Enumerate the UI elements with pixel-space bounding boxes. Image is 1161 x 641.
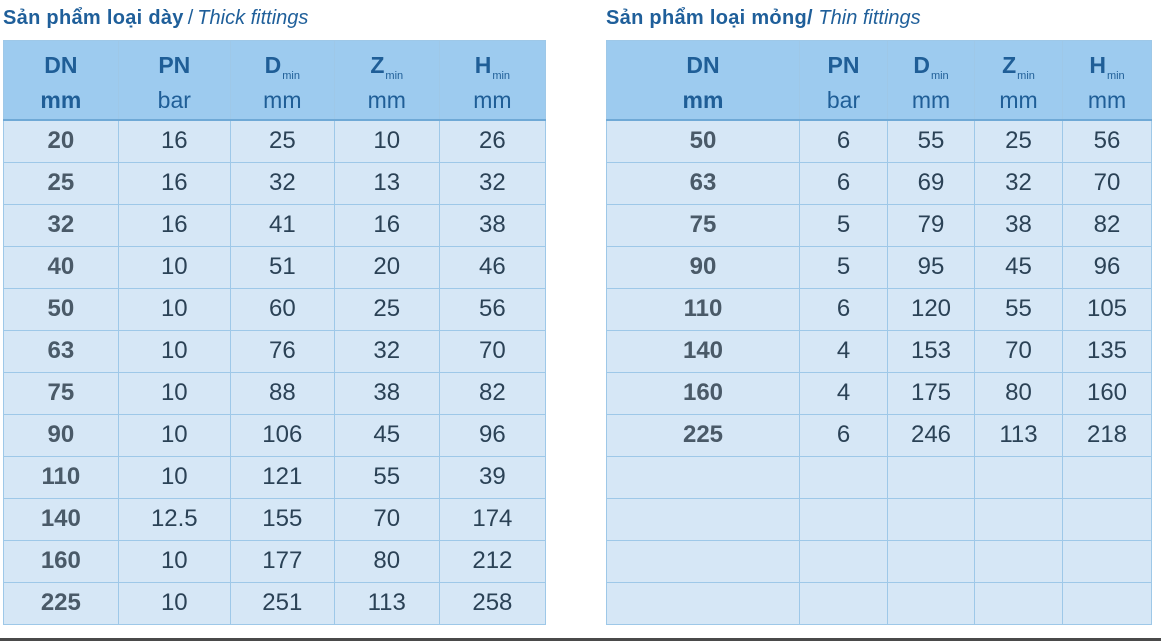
cell-pn: 10: [118, 330, 230, 372]
cell-z-min: 55: [334, 456, 439, 498]
cell-pn: 6: [800, 414, 888, 456]
cell-pn: 10: [118, 456, 230, 498]
cell-z-min: 13: [334, 162, 439, 204]
unit-dn: mm: [607, 82, 800, 120]
table-row: [4, 498, 546, 540]
header-h-min: $H_{min}$: [439, 41, 545, 82]
cell-pn: [800, 498, 888, 540]
cell-pn: 4: [800, 372, 888, 414]
header-d-min: $D_{min}$: [888, 41, 975, 82]
cell-dn: 90: [4, 414, 119, 456]
cell-dn: 75: [4, 372, 119, 414]
header-h-min: $H_{min}$: [1063, 41, 1152, 82]
cell-h-min: 70: [1063, 162, 1152, 204]
cell-pn: 10: [118, 414, 230, 456]
cell-d-min: 55: [888, 120, 975, 163]
cell-z-min: [975, 582, 1063, 624]
cell-z-min: [975, 456, 1063, 498]
cell-dn: 20: [4, 120, 119, 163]
cell-h-min: 135: [1063, 330, 1152, 372]
cell-h-min: 105: [1063, 288, 1152, 330]
header-pn: PN: [800, 41, 888, 82]
cell-pn: 10: [118, 288, 230, 330]
header-dn: DN: [4, 41, 119, 82]
header-dn: DN: [607, 41, 800, 82]
cell-d-min: 88: [230, 372, 334, 414]
cell-pn: 10: [118, 246, 230, 288]
cell-d-min: [888, 456, 975, 498]
unit-pn: bar: [800, 82, 888, 120]
cell-d-min: 60: [230, 288, 334, 330]
title-vietnamese: Sản phẩm loại dày: [3, 7, 184, 29]
thin-fittings-table: [606, 40, 1152, 625]
title-english: Thin fittings: [818, 7, 921, 29]
thin-fittings-rows: [607, 120, 1152, 625]
cell-dn: 90: [607, 246, 800, 288]
cell-d-min: 153: [888, 330, 975, 372]
cell-d-min: 177: [230, 540, 334, 582]
cell-z-min: 16: [334, 204, 439, 246]
cell-dn: 140: [4, 498, 119, 540]
cell-dn: 160: [4, 540, 119, 582]
cell-h-min: 212: [439, 540, 545, 582]
cell-d-min: 95: [888, 246, 975, 288]
table-row: [4, 162, 546, 204]
thin-fittings-panel: [606, 0, 1152, 625]
thick-fittings-title: [3, 0, 546, 40]
cell-z-min: 113: [975, 414, 1063, 456]
thin-fittings-title: [606, 0, 1152, 40]
cell-z-min: 25: [334, 288, 439, 330]
header-pn: PN: [118, 41, 230, 82]
cell-dn: 50: [607, 120, 800, 163]
unit-h: mm: [439, 82, 545, 120]
header-z-min: $Z_{min}$: [975, 41, 1063, 82]
cell-d-min: [888, 498, 975, 540]
unit-d: mm: [230, 82, 334, 120]
cell-d-min: 246: [888, 414, 975, 456]
cell-z-min: 32: [334, 330, 439, 372]
cell-pn: 5: [800, 204, 888, 246]
cell-h-min: 38: [439, 204, 545, 246]
table-row: [4, 540, 546, 582]
table-row: [607, 498, 1152, 540]
header-row: [4, 41, 546, 82]
table-row: [4, 204, 546, 246]
cell-pn: 10: [118, 540, 230, 582]
cell-h-min: 46: [439, 246, 545, 288]
cell-h-min: [1063, 456, 1152, 498]
table-row: [607, 414, 1152, 456]
cell-d-min: 41: [230, 204, 334, 246]
cell-z-min: 70: [975, 330, 1063, 372]
table-row: [4, 414, 546, 456]
cell-z-min: [975, 540, 1063, 582]
cell-dn: 225: [607, 414, 800, 456]
cell-dn: 25: [4, 162, 119, 204]
cell-z-min: 55: [975, 288, 1063, 330]
table-row: [4, 288, 546, 330]
cell-d-min: 32: [230, 162, 334, 204]
table-row: [607, 246, 1152, 288]
cell-dn: 110: [4, 456, 119, 498]
cell-dn: [607, 582, 800, 624]
cell-z-min: 80: [334, 540, 439, 582]
cell-pn: 16: [118, 162, 230, 204]
cell-pn: 6: [800, 120, 888, 163]
cell-dn: 75: [607, 204, 800, 246]
cell-h-min: 218: [1063, 414, 1152, 456]
cell-h-min: 174: [439, 498, 545, 540]
cell-pn: [800, 456, 888, 498]
cell-h-min: 70: [439, 330, 545, 372]
cell-d-min: 79: [888, 204, 975, 246]
cell-dn: 63: [4, 330, 119, 372]
cell-h-min: [1063, 582, 1152, 624]
cell-d-min: [888, 540, 975, 582]
title-separator: /: [187, 7, 194, 29]
table-row: [4, 372, 546, 414]
table-row: [4, 582, 546, 624]
cell-pn: [800, 582, 888, 624]
table-row: [4, 246, 546, 288]
cell-z-min: [975, 498, 1063, 540]
unit-row: [4, 82, 546, 120]
unit-h: mm: [1063, 82, 1152, 120]
table-row: [4, 120, 546, 163]
table-row: [607, 456, 1152, 498]
cell-d-min: 69: [888, 162, 975, 204]
cell-d-min: 76: [230, 330, 334, 372]
table-row: [607, 582, 1152, 624]
cell-d-min: [888, 582, 975, 624]
table-row: [4, 456, 546, 498]
unit-pn: bar: [118, 82, 230, 120]
cell-h-min: 258: [439, 582, 545, 624]
cell-pn: 4: [800, 330, 888, 372]
cell-d-min: 155: [230, 498, 334, 540]
cell-z-min: 70: [334, 498, 439, 540]
cell-dn: 40: [4, 246, 119, 288]
unit-z: mm: [975, 82, 1063, 120]
table-row: [607, 288, 1152, 330]
cell-h-min: 160: [1063, 372, 1152, 414]
header-row: [607, 41, 1152, 82]
cell-d-min: 175: [888, 372, 975, 414]
cell-pn: 12.5: [118, 498, 230, 540]
cell-dn: [607, 498, 800, 540]
cell-pn: 6: [800, 288, 888, 330]
cell-dn: 160: [607, 372, 800, 414]
cell-d-min: 251: [230, 582, 334, 624]
cell-d-min: 120: [888, 288, 975, 330]
cell-h-min: [1063, 540, 1152, 582]
cell-z-min: 80: [975, 372, 1063, 414]
cell-dn: 110: [607, 288, 800, 330]
cell-pn: [800, 540, 888, 582]
table-row: [4, 330, 546, 372]
cell-h-min: 32: [439, 162, 545, 204]
cell-pn: 16: [118, 120, 230, 163]
cell-d-min: 106: [230, 414, 334, 456]
unit-z: mm: [334, 82, 439, 120]
thick-fittings-table: [3, 40, 546, 625]
cell-z-min: 25: [975, 120, 1063, 163]
table-row: [607, 162, 1152, 204]
cell-z-min: 10: [334, 120, 439, 163]
cell-h-min: 56: [439, 288, 545, 330]
cell-dn: [607, 540, 800, 582]
cell-dn: 50: [4, 288, 119, 330]
cell-d-min: 121: [230, 456, 334, 498]
cell-h-min: 96: [439, 414, 545, 456]
unit-row: [607, 82, 1152, 120]
title-english: Thick fittings: [197, 7, 309, 29]
cell-h-min: 82: [1063, 204, 1152, 246]
cell-dn: 32: [4, 204, 119, 246]
cell-dn: [607, 456, 800, 498]
cell-z-min: 32: [975, 162, 1063, 204]
title-vietnamese: Sản phẩm loại mỏng/: [606, 7, 813, 29]
cell-pn: 10: [118, 582, 230, 624]
unit-dn: mm: [4, 82, 119, 120]
cell-d-min: 51: [230, 246, 334, 288]
cell-d-min: 25: [230, 120, 334, 163]
table-row: [607, 330, 1152, 372]
cell-pn: 16: [118, 204, 230, 246]
table-row: [607, 540, 1152, 582]
header-d-min: $D_{min}$: [230, 41, 334, 82]
thick-fittings-panel: [3, 0, 546, 625]
cell-dn: 225: [4, 582, 119, 624]
cell-pn: 5: [800, 246, 888, 288]
cell-z-min: 113: [334, 582, 439, 624]
table-row: [607, 120, 1152, 163]
cell-h-min: [1063, 498, 1152, 540]
cell-z-min: 38: [334, 372, 439, 414]
table-row: [607, 372, 1152, 414]
table-row: [607, 204, 1152, 246]
cell-h-min: 56: [1063, 120, 1152, 163]
cell-z-min: 45: [334, 414, 439, 456]
cell-z-min: 38: [975, 204, 1063, 246]
unit-d: mm: [888, 82, 975, 120]
cell-h-min: 82: [439, 372, 545, 414]
cell-z-min: 45: [975, 246, 1063, 288]
cell-pn: 10: [118, 372, 230, 414]
cell-dn: 63: [607, 162, 800, 204]
cell-h-min: 26: [439, 120, 545, 163]
cell-h-min: 39: [439, 456, 545, 498]
header-z-min: $Z_{min}$: [334, 41, 439, 82]
thick-fittings-rows: [4, 120, 546, 625]
cell-h-min: 96: [1063, 246, 1152, 288]
cell-z-min: 20: [334, 246, 439, 288]
cell-pn: 6: [800, 162, 888, 204]
cell-dn: 140: [607, 330, 800, 372]
